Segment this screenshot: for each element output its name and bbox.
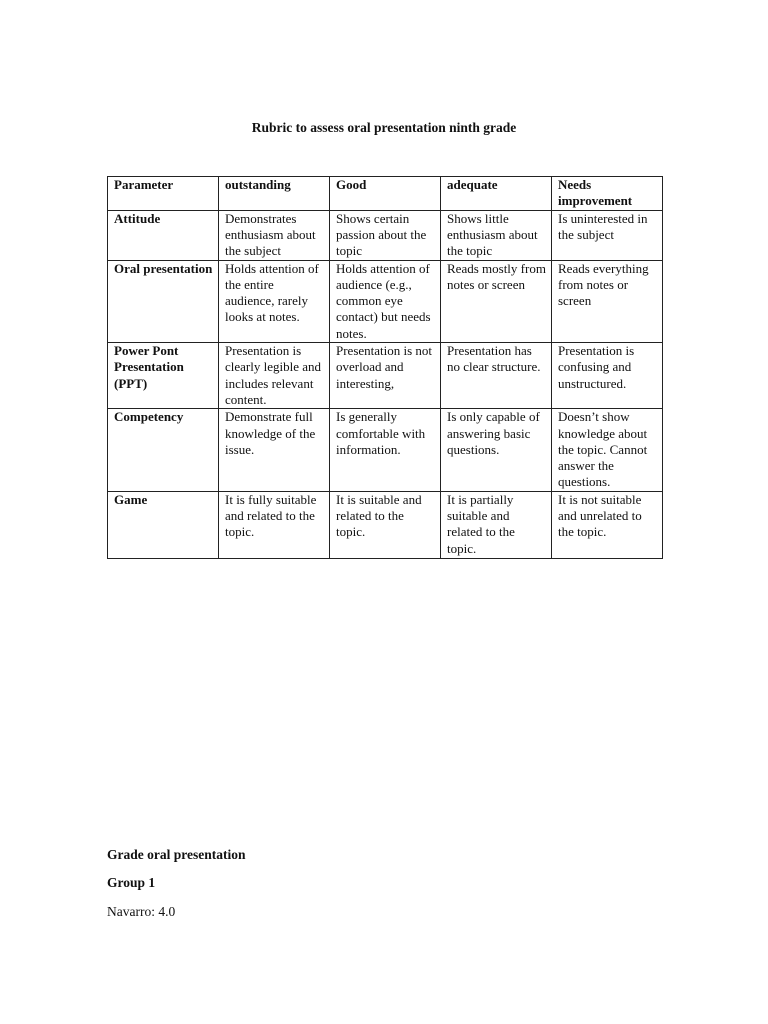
score-line: Navarro: 4.0 <box>107 904 176 919</box>
table-row <box>108 343 663 409</box>
row-parameter: Power Pont Presentation (PPT) <box>108 343 219 409</box>
table-cell: Is generally comfortable with information. <box>330 409 441 491</box>
row-parameter: Game <box>108 491 219 558</box>
table-cell: Demonstrates enthusiasm about the subject <box>219 210 330 260</box>
grade-heading: Grade oral presentation <box>107 847 246 862</box>
table-cell: It is not suitable and unrelated to the topic. <box>552 491 663 558</box>
row-parameter: Attitude <box>108 210 219 260</box>
table-row <box>108 260 663 342</box>
table-cell: It is fully suitable and related to the topic. <box>219 491 330 558</box>
table-cell: Doesn’t show knowledge about the topic. Cannot answer the questions. <box>552 409 663 491</box>
table-cell: Reads mostly from notes or screen <box>441 260 552 342</box>
header-needs-improvement: Needs improvement <box>552 177 663 211</box>
table-row <box>108 210 663 260</box>
header-adequate: adequate <box>441 177 552 211</box>
table-cell: It is suitable and related to the topic. <box>330 491 441 558</box>
header-outstanding: outstanding <box>219 177 330 211</box>
table-cell: Presentation has no clear structure. <box>441 343 552 409</box>
table-cell: Holds attention of the entire audience, rarely looks at notes. <box>219 260 330 342</box>
rubric-table <box>107 176 663 559</box>
table-cell: Reads everything from notes or screen <box>552 260 663 342</box>
header-parameter: Parameter <box>108 177 219 211</box>
table-cell: Holds attention of audience (e.g., common eye contact) but needs notes. <box>330 260 441 342</box>
row-parameter: Competency <box>108 409 219 491</box>
table-cell: It is partially suitable and related to the topic. <box>441 491 552 558</box>
row-parameter: Oral presentation <box>108 260 219 342</box>
table-header-row <box>108 177 663 211</box>
table-cell: Demonstrate full knowledge of the issue. <box>219 409 330 491</box>
table-cell: Shows certain passion about the topic <box>330 210 441 260</box>
table-cell: Presentation is clearly legible and includes relevant content. <box>219 343 330 409</box>
table-cell: Is only capable of answering basic questions. <box>441 409 552 491</box>
table-cell: Shows little enthusiasm about the topic <box>441 210 552 260</box>
document-title: Rubric to assess oral presentation ninth grade <box>251 120 517 135</box>
header-good: Good <box>330 177 441 211</box>
table-row <box>108 409 663 491</box>
table-cell: Is uninterested in the subject <box>552 210 663 260</box>
table-row <box>108 491 663 558</box>
group-heading: Group 1 <box>107 875 156 890</box>
table-cell: Presentation is confusing and unstructured. <box>552 343 663 409</box>
table-cell: Presentation is not overload and interesting, <box>330 343 441 409</box>
